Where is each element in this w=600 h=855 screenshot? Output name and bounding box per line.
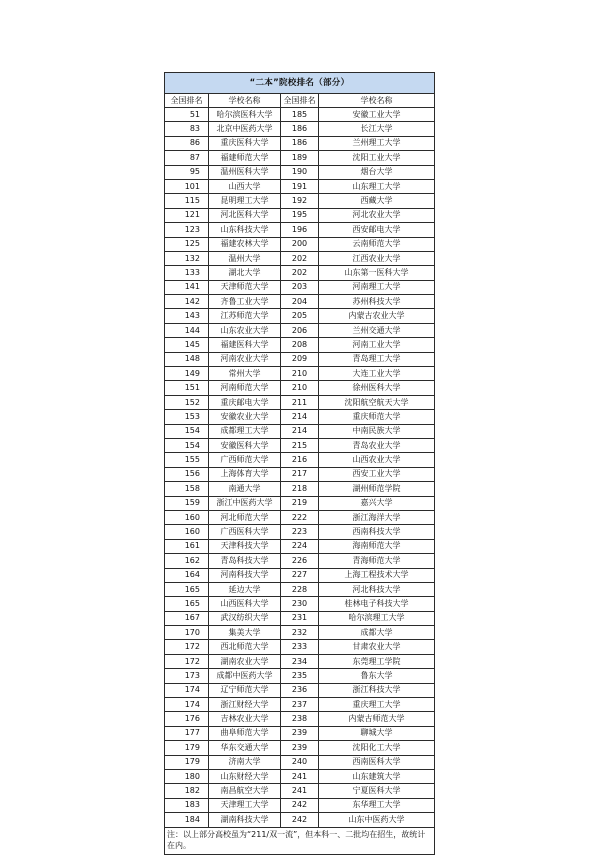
school-cell-left: 广西师范大学 (209, 453, 281, 467)
table-row (165, 769, 435, 783)
table-row (165, 813, 435, 827)
column-header-school-right: 学校名称 (319, 94, 435, 108)
rank-cell-left: 164 (165, 568, 209, 582)
school-cell-right: 长江大学 (319, 122, 435, 136)
rank-cell-right: 235 (281, 669, 319, 683)
school-cell-left: 南昌航空大学 (209, 784, 281, 798)
school-cell-right: 沈阳化工大学 (319, 741, 435, 755)
table-row (165, 438, 435, 452)
rank-cell-left: 174 (165, 698, 209, 712)
rank-cell-left: 179 (165, 741, 209, 755)
school-cell-right: 东华理工大学 (319, 798, 435, 812)
school-cell-left: 河南农业大学 (209, 352, 281, 366)
rank-cell-right: 242 (281, 813, 319, 827)
school-cell-left: 浙江中医药大学 (209, 496, 281, 510)
rank-cell-right: 200 (281, 237, 319, 251)
table-header-row (165, 94, 435, 108)
school-cell-right: 嘉兴大学 (319, 496, 435, 510)
ranking-table (164, 72, 435, 855)
rank-cell-right: 228 (281, 582, 319, 596)
table-row (165, 482, 435, 496)
school-cell-right: 成都大学 (319, 626, 435, 640)
rank-cell-right: 233 (281, 640, 319, 654)
column-header-rank-left: 全国排名 (165, 94, 209, 108)
school-cell-left: 山东财经大学 (209, 769, 281, 783)
school-cell-right: 云南师范大学 (319, 237, 435, 251)
table-row (165, 784, 435, 798)
table-row (165, 223, 435, 237)
school-cell-right: 东莞理工学院 (319, 654, 435, 668)
rank-cell-left: 180 (165, 769, 209, 783)
school-cell-right: 上海工程技术大学 (319, 568, 435, 582)
rank-cell-right: 185 (281, 108, 319, 122)
school-cell-left: 温州医科大学 (209, 165, 281, 179)
rank-cell-right: 202 (281, 251, 319, 265)
school-cell-left: 山西大学 (209, 179, 281, 193)
rank-cell-right: 195 (281, 208, 319, 222)
rank-cell-left: 172 (165, 640, 209, 654)
rank-cell-right: 219 (281, 496, 319, 510)
table-row (165, 496, 435, 510)
school-cell-left: 浙江财经大学 (209, 698, 281, 712)
rank-cell-right: 218 (281, 482, 319, 496)
school-cell-right: 山西农业大学 (319, 453, 435, 467)
rank-cell-left: 145 (165, 338, 209, 352)
table-row (165, 755, 435, 769)
rank-cell-left: 121 (165, 208, 209, 222)
school-cell-left: 吉林农业大学 (209, 712, 281, 726)
rank-cell-right: 192 (281, 194, 319, 208)
school-cell-right: 沈阳航空航天大学 (319, 395, 435, 409)
school-cell-right: 山东建筑大学 (319, 769, 435, 783)
rank-cell-right: 236 (281, 683, 319, 697)
rank-cell-left: 167 (165, 611, 209, 625)
rank-cell-right: 214 (281, 410, 319, 424)
table-row (165, 108, 435, 122)
rank-cell-left: 153 (165, 410, 209, 424)
school-cell-right: 西藏大学 (319, 194, 435, 208)
school-cell-right: 山东中医药大学 (319, 813, 435, 827)
table-title-row (165, 73, 435, 94)
rank-cell-right: 224 (281, 539, 319, 553)
school-cell-right: 西南医科大学 (319, 755, 435, 769)
school-cell-left: 集美大学 (209, 626, 281, 640)
rank-cell-right: 231 (281, 611, 319, 625)
rank-cell-left: 141 (165, 280, 209, 294)
rank-cell-left: 144 (165, 323, 209, 337)
rank-cell-left: 133 (165, 266, 209, 280)
rank-cell-left: 183 (165, 798, 209, 812)
rank-cell-left: 95 (165, 165, 209, 179)
school-cell-left: 齐鲁工业大学 (209, 295, 281, 309)
ranking-sheet (164, 72, 434, 855)
rank-cell-left: 162 (165, 554, 209, 568)
rank-cell-left: 156 (165, 467, 209, 481)
rank-cell-left: 154 (165, 438, 209, 452)
rank-cell-left: 143 (165, 309, 209, 323)
rank-cell-left: 182 (165, 784, 209, 798)
table-row (165, 395, 435, 409)
school-cell-left: 青岛科技大学 (209, 554, 281, 568)
rank-cell-right: 217 (281, 467, 319, 481)
rank-cell-left: 148 (165, 352, 209, 366)
school-cell-left: 安徽医科大学 (209, 438, 281, 452)
school-cell-left: 华东交通大学 (209, 741, 281, 755)
column-header-rank-right: 全国排名 (281, 94, 319, 108)
school-cell-right: 内蒙古农业大学 (319, 309, 435, 323)
rank-cell-left: 184 (165, 813, 209, 827)
school-cell-right: 沈阳工业大学 (319, 151, 435, 165)
table-row (165, 266, 435, 280)
table-row (165, 151, 435, 165)
rank-cell-right: 205 (281, 309, 319, 323)
table-row (165, 453, 435, 467)
table-row (165, 798, 435, 812)
rank-cell-left: 87 (165, 151, 209, 165)
school-cell-left: 福建农林大学 (209, 237, 281, 251)
rank-cell-left: 86 (165, 136, 209, 150)
school-cell-left: 北京中医药大学 (209, 122, 281, 136)
table-row (165, 741, 435, 755)
school-cell-right: 宁夏医科大学 (319, 784, 435, 798)
school-cell-left: 天津师范大学 (209, 280, 281, 294)
table-row (165, 424, 435, 438)
rank-cell-right: 222 (281, 510, 319, 524)
table-row (165, 510, 435, 524)
school-cell-right: 兰州理工大学 (319, 136, 435, 150)
rank-cell-left: 173 (165, 669, 209, 683)
rank-cell-right: 215 (281, 438, 319, 452)
school-cell-left: 武汉纺织大学 (209, 611, 281, 625)
rank-cell-left: 149 (165, 367, 209, 381)
table-row (165, 626, 435, 640)
school-cell-left: 延边大学 (209, 582, 281, 596)
column-header-school-left: 学校名称 (209, 94, 281, 108)
school-cell-left: 山西医科大学 (209, 597, 281, 611)
table-row (165, 525, 435, 539)
rank-cell-right: 214 (281, 424, 319, 438)
table-row (165, 726, 435, 740)
school-cell-left: 辽宁师范大学 (209, 683, 281, 697)
rank-cell-left: 51 (165, 108, 209, 122)
rank-cell-left: 125 (165, 237, 209, 251)
rank-cell-right: 232 (281, 626, 319, 640)
rank-cell-right: 216 (281, 453, 319, 467)
school-cell-left: 常州大学 (209, 367, 281, 381)
table-row (165, 539, 435, 553)
table-note-row (165, 827, 435, 854)
rank-cell-left: 154 (165, 424, 209, 438)
school-cell-right: 重庆师范大学 (319, 410, 435, 424)
rank-cell-left: 165 (165, 597, 209, 611)
rank-cell-left: 179 (165, 755, 209, 769)
table-row (165, 712, 435, 726)
school-cell-right: 鲁东大学 (319, 669, 435, 683)
school-cell-right: 青海师范大学 (319, 554, 435, 568)
school-cell-left: 重庆医科大学 (209, 136, 281, 150)
school-cell-left: 湖南科技大学 (209, 813, 281, 827)
rank-cell-right: 206 (281, 323, 319, 337)
table-row (165, 295, 435, 309)
rank-cell-right: 239 (281, 726, 319, 740)
rank-cell-right: 186 (281, 122, 319, 136)
table-row (165, 640, 435, 654)
rank-cell-right: 237 (281, 698, 319, 712)
table-row (165, 122, 435, 136)
school-cell-left: 成都理工大学 (209, 424, 281, 438)
table-row (165, 309, 435, 323)
school-cell-left: 湖南农业大学 (209, 654, 281, 668)
rank-cell-right: 239 (281, 741, 319, 755)
rank-cell-left: 132 (165, 251, 209, 265)
school-cell-right: 桂林电子科技大学 (319, 597, 435, 611)
school-cell-right: 中南民族大学 (319, 424, 435, 438)
table-body (165, 108, 435, 828)
school-cell-left: 安徽农业大学 (209, 410, 281, 424)
school-cell-right: 河南工业大学 (319, 338, 435, 352)
rank-cell-right: 227 (281, 568, 319, 582)
school-cell-left: 河北师范大学 (209, 510, 281, 524)
rank-cell-left: 83 (165, 122, 209, 136)
school-cell-left: 济南大学 (209, 755, 281, 769)
table-row (165, 237, 435, 251)
table-row (165, 280, 435, 294)
rank-cell-left: 172 (165, 654, 209, 668)
school-cell-left: 成都中医药大学 (209, 669, 281, 683)
table-row (165, 467, 435, 481)
school-cell-right: 安徽工业大学 (319, 108, 435, 122)
table-row (165, 136, 435, 150)
table-row (165, 568, 435, 582)
rank-cell-right: 196 (281, 223, 319, 237)
school-cell-right: 浙江科技大学 (319, 683, 435, 697)
rank-cell-left: 151 (165, 381, 209, 395)
rank-cell-left: 158 (165, 482, 209, 496)
school-cell-left: 福建医科大学 (209, 338, 281, 352)
rank-cell-right: 241 (281, 769, 319, 783)
school-cell-left: 广西医科大学 (209, 525, 281, 539)
school-cell-left: 温州大学 (209, 251, 281, 265)
rank-cell-right: 189 (281, 151, 319, 165)
rank-cell-right: 240 (281, 755, 319, 769)
rank-cell-left: 160 (165, 510, 209, 524)
rank-cell-right: 211 (281, 395, 319, 409)
rank-cell-left: 176 (165, 712, 209, 726)
school-cell-right: 西南科技大学 (319, 525, 435, 539)
school-cell-left: 福建师范大学 (209, 151, 281, 165)
school-cell-left: 曲阜师范大学 (209, 726, 281, 740)
school-cell-left: 哈尔滨医科大学 (209, 108, 281, 122)
rank-cell-right: 208 (281, 338, 319, 352)
rank-cell-right: 202 (281, 266, 319, 280)
rank-cell-right: 238 (281, 712, 319, 726)
school-cell-right: 烟台大学 (319, 165, 435, 179)
table-row (165, 698, 435, 712)
school-cell-right: 徐州医科大学 (319, 381, 435, 395)
school-cell-left: 河南科技大学 (209, 568, 281, 582)
table-row (165, 611, 435, 625)
rank-cell-left: 155 (165, 453, 209, 467)
rank-cell-right: 241 (281, 784, 319, 798)
school-cell-right: 山东理工大学 (319, 179, 435, 193)
rank-cell-left: 101 (165, 179, 209, 193)
school-cell-left: 河南师范大学 (209, 381, 281, 395)
rank-cell-left: 177 (165, 726, 209, 740)
school-cell-left: 江苏师范大学 (209, 309, 281, 323)
rank-cell-right: 204 (281, 295, 319, 309)
table-row (165, 165, 435, 179)
rank-cell-left: 174 (165, 683, 209, 697)
table-row (165, 367, 435, 381)
rank-cell-right: 234 (281, 654, 319, 668)
rank-cell-right: 186 (281, 136, 319, 150)
rank-cell-left: 160 (165, 525, 209, 539)
table-row (165, 683, 435, 697)
school-cell-right: 哈尔滨理工大学 (319, 611, 435, 625)
table-row (165, 179, 435, 193)
school-cell-right: 江西农业大学 (319, 251, 435, 265)
table-row (165, 323, 435, 337)
school-cell-left: 天津科技大学 (209, 539, 281, 553)
school-cell-right: 河南理工大学 (319, 280, 435, 294)
school-cell-right: 青岛农业大学 (319, 438, 435, 452)
rank-cell-right: 230 (281, 597, 319, 611)
table-row (165, 208, 435, 222)
rank-cell-left: 142 (165, 295, 209, 309)
table-row (165, 194, 435, 208)
school-cell-right: 浙江海洋大学 (319, 510, 435, 524)
rank-cell-right: 191 (281, 179, 319, 193)
rank-cell-right: 223 (281, 525, 319, 539)
school-cell-left: 西北师范大学 (209, 640, 281, 654)
rank-cell-right: 210 (281, 367, 319, 381)
school-cell-right: 内蒙古师范大学 (319, 712, 435, 726)
school-cell-right: 西安工业大学 (319, 467, 435, 481)
school-cell-right: 重庆理工大学 (319, 698, 435, 712)
school-cell-left: 昆明理工大学 (209, 194, 281, 208)
school-cell-right: 西安邮电大学 (319, 223, 435, 237)
school-cell-left: 南通大学 (209, 482, 281, 496)
rank-cell-left: 159 (165, 496, 209, 510)
rank-cell-left: 115 (165, 194, 209, 208)
school-cell-left: 山东农业大学 (209, 323, 281, 337)
school-cell-left: 天津理工大学 (209, 798, 281, 812)
table-title: “二本”院校排名（部分） (165, 73, 435, 94)
school-cell-right: 山东第一医科大学 (319, 266, 435, 280)
rank-cell-right: 210 (281, 381, 319, 395)
table-row (165, 669, 435, 683)
school-cell-right: 青岛理工大学 (319, 352, 435, 366)
table-row (165, 251, 435, 265)
school-cell-right: 河北科技大学 (319, 582, 435, 596)
table-row (165, 338, 435, 352)
school-cell-left: 河北医科大学 (209, 208, 281, 222)
rank-cell-right: 242 (281, 798, 319, 812)
rank-cell-left: 170 (165, 626, 209, 640)
rank-cell-left: 123 (165, 223, 209, 237)
table-note: 注：以上部分高校虽为“211/双一流”，但本科一、二批均在招生，故统计在内。 (165, 827, 435, 854)
school-cell-right: 大连工业大学 (319, 367, 435, 381)
table-row (165, 582, 435, 596)
table-row (165, 654, 435, 668)
school-cell-left: 上海体育大学 (209, 467, 281, 481)
school-cell-right: 兰州交通大学 (319, 323, 435, 337)
school-cell-left: 山东科技大学 (209, 223, 281, 237)
table-row (165, 352, 435, 366)
rank-cell-right: 203 (281, 280, 319, 294)
table-row (165, 381, 435, 395)
school-cell-left: 湖北大学 (209, 266, 281, 280)
school-cell-right: 甘肃农业大学 (319, 640, 435, 654)
rank-cell-right: 190 (281, 165, 319, 179)
rank-cell-left: 152 (165, 395, 209, 409)
rank-cell-right: 226 (281, 554, 319, 568)
table-row (165, 410, 435, 424)
school-cell-right: 苏州科技大学 (319, 295, 435, 309)
table-row (165, 597, 435, 611)
school-cell-right: 海南师范大学 (319, 539, 435, 553)
rank-cell-left: 161 (165, 539, 209, 553)
rank-cell-left: 165 (165, 582, 209, 596)
school-cell-right: 湖州师范学院 (319, 482, 435, 496)
table-row (165, 554, 435, 568)
school-cell-left: 重庆邮电大学 (209, 395, 281, 409)
school-cell-right: 河北农业大学 (319, 208, 435, 222)
rank-cell-right: 209 (281, 352, 319, 366)
school-cell-right: 聊城大学 (319, 726, 435, 740)
